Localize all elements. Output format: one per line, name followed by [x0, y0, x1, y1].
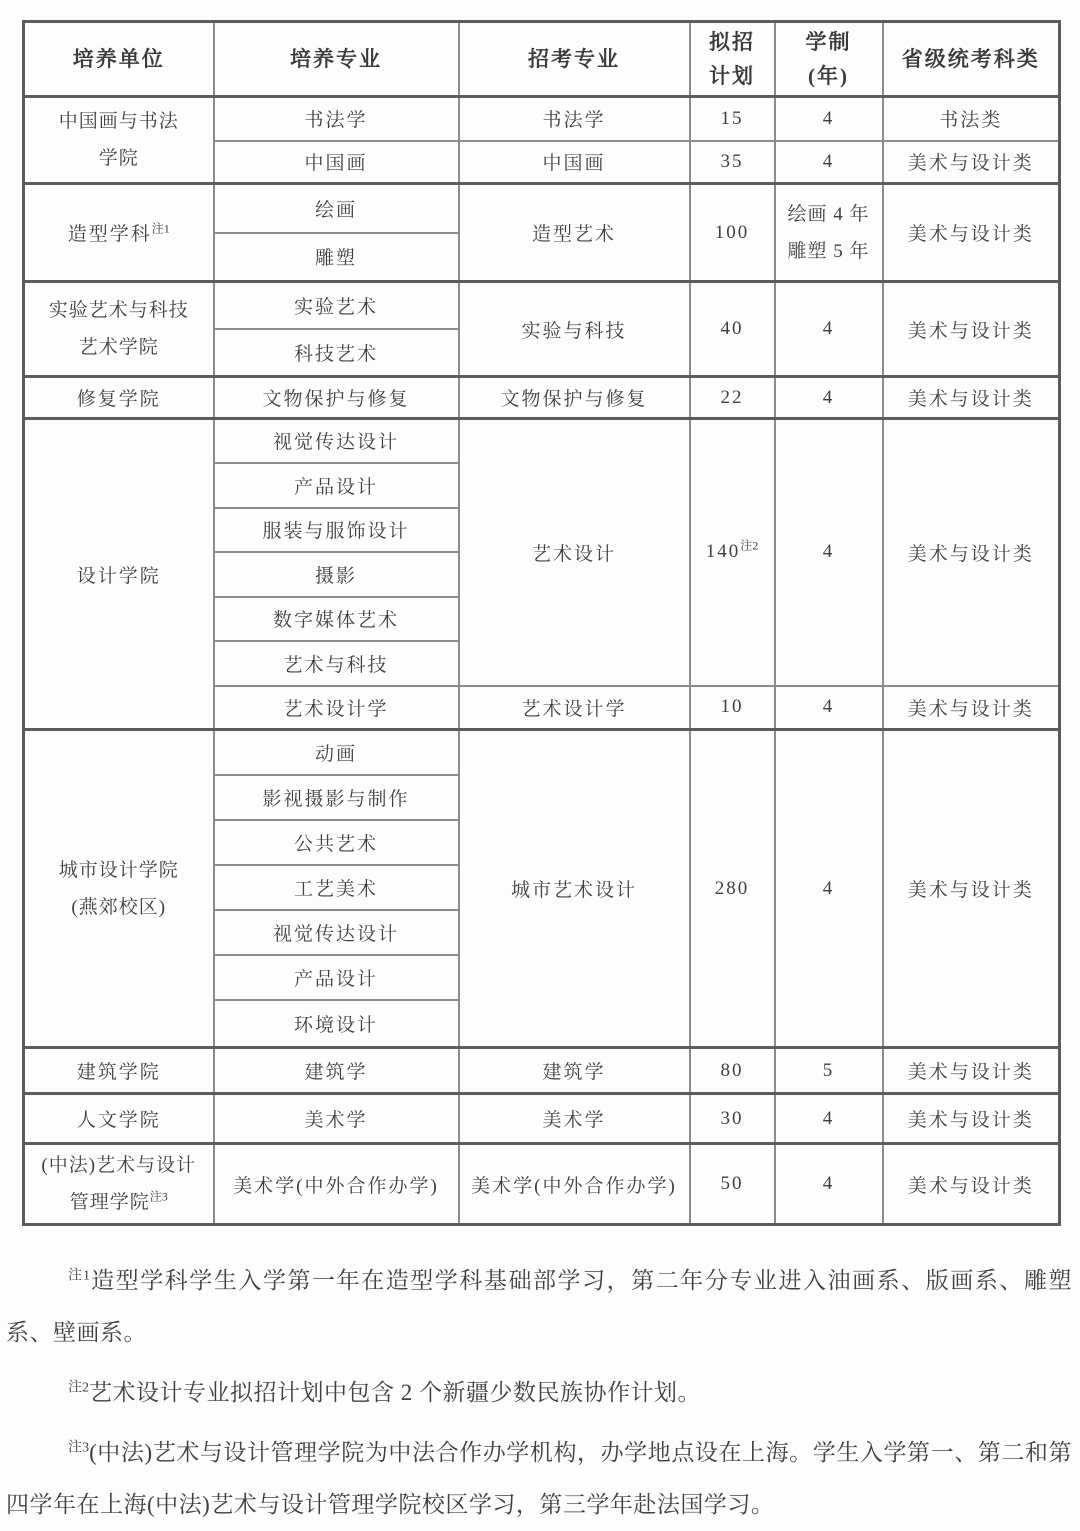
- cell-text: 美术与设计类: [907, 153, 1034, 175]
- cell-text: 艺术设计: [531, 543, 616, 565]
- cell-training-major: [214, 820, 459, 865]
- cell-duration: [775, 184, 883, 282]
- cell-plan: [690, 377, 775, 419]
- cell-text: 摄影: [314, 565, 357, 587]
- cell-duration: [775, 141, 883, 184]
- cell-training-major: [214, 552, 459, 597]
- cell-category: [883, 282, 1060, 377]
- cell-text: 美术与设计类: [907, 1110, 1034, 1131]
- table-row: [24, 97, 1060, 141]
- cell-line: [27, 292, 211, 329]
- cell-exam-major: [459, 282, 690, 377]
- cell-text: 建筑学: [304, 1062, 368, 1083]
- cell-unit: [24, 730, 214, 1048]
- cell-exam-major: [459, 377, 690, 419]
- cell-text: 美术学(中外合作办学): [471, 1175, 677, 1197]
- cell-text: 修复学院: [76, 389, 161, 410]
- table-row: [24, 377, 1060, 419]
- cell-plan: [690, 97, 775, 141]
- cell-training-major: [214, 1048, 459, 1094]
- cell-text: 10: [720, 696, 744, 718]
- cell-text: 280: [714, 877, 750, 899]
- footnote-2-text: 艺术设计专业拟招计划中包含 2 个新疆少数民族协作计划。: [89, 1380, 701, 1405]
- cell-text: 实验与科技: [521, 320, 627, 342]
- cell-exam-major: [459, 1048, 690, 1094]
- cell-text: 视觉传达设计: [272, 923, 399, 945]
- cell-unit: [24, 1094, 214, 1144]
- cell-text: 4: [822, 541, 835, 563]
- cell-text: 15: [720, 107, 744, 129]
- footnote-ref: 注2: [740, 538, 759, 553]
- cell-line: [27, 1147, 211, 1184]
- cell-text: 学院: [98, 148, 139, 169]
- cell-duration: [775, 686, 883, 730]
- cell-plan: [690, 1048, 775, 1094]
- cell-plan: [690, 141, 775, 184]
- cell-plan: [690, 184, 775, 282]
- cell-line: [778, 233, 880, 270]
- cell-text: 4: [822, 386, 835, 408]
- cell-text: 中国画: [542, 153, 606, 175]
- cell-category: [883, 1144, 1060, 1225]
- cell-text: 美术与设计类: [907, 1175, 1034, 1197]
- cell-text: 22: [720, 386, 744, 408]
- table-row: [24, 184, 1060, 233]
- cell-text: 书法学: [542, 110, 606, 132]
- cell-text: 100: [714, 221, 750, 243]
- cell-text: 建筑学院: [76, 1062, 161, 1083]
- header-line: 招考专业: [528, 47, 620, 71]
- cell-duration: [775, 377, 883, 419]
- cell-text: 雕塑 5 年: [787, 240, 870, 262]
- table-row: [24, 730, 1060, 775]
- header-line: 培养专业: [290, 47, 382, 71]
- cell-exam-major: [459, 730, 690, 1048]
- cell-line: [27, 889, 211, 926]
- header-line: 学制: [805, 30, 852, 54]
- footnote-1-marker: 注1: [68, 1268, 91, 1284]
- cell-text: 美术与设计类: [907, 543, 1034, 565]
- cell-category: [883, 1094, 1060, 1144]
- table-row: [24, 1048, 1060, 1094]
- cell-unit: [24, 184, 214, 282]
- cell-duration: [775, 97, 883, 141]
- cell-unit: [24, 419, 214, 730]
- table-row: [24, 1094, 1060, 1144]
- col-header-category: [883, 22, 1060, 97]
- cell-plan: [690, 419, 775, 686]
- col-header-duration: [775, 22, 883, 97]
- cell-text: 产品设计: [293, 476, 378, 498]
- cell-text: 公共艺术: [293, 833, 378, 855]
- col-header-unit: [24, 22, 214, 97]
- cell-text: 书法类: [939, 110, 1003, 132]
- header-line: (年): [808, 64, 849, 88]
- cell-text: 文物保护与修复: [262, 389, 410, 410]
- table-row: [24, 282, 1060, 329]
- cell-text: 美术与设计类: [907, 1062, 1034, 1083]
- cell-text: 城市设计学院: [58, 859, 179, 881]
- cell-text: 4: [822, 107, 835, 129]
- cell-text: 美术学: [542, 1110, 606, 1131]
- cell-text: 美术与设计类: [907, 320, 1034, 342]
- footnote-3-text: (中法)艺术与设计管理学院为中法合作办学机构，办学地点设在上海。学生入学第一、第二和第四学年在上海(中法)艺术与设计管理学院校区学习，第三学年赴法国学习。: [6, 1440, 1072, 1517]
- cell-training-major: [214, 97, 459, 141]
- cell-category: [883, 141, 1060, 184]
- header-row: [24, 22, 1060, 97]
- cell-text: 城市艺术设计: [510, 880, 637, 901]
- footnote-1: [6, 1255, 1072, 1359]
- cell-text: 实验艺术: [293, 296, 378, 318]
- cell-line: [27, 852, 211, 889]
- cell-text: 4: [822, 696, 835, 718]
- cell-category: [883, 1048, 1060, 1094]
- cell-training-major: [214, 730, 459, 775]
- cell-unit: [24, 1048, 214, 1094]
- header-line: 省级统考科类: [901, 47, 1040, 71]
- cell-training-major: [214, 955, 459, 1000]
- cell-text: 环境设计: [293, 1014, 378, 1036]
- cell-exam-major: [459, 184, 690, 282]
- cell-unit: [24, 282, 214, 377]
- cell-category: [883, 686, 1060, 730]
- cell-line: [27, 329, 211, 366]
- cell-training-major: [214, 463, 459, 508]
- footnote-3-marker: 注3: [68, 1440, 90, 1456]
- cell-duration: [775, 730, 883, 1048]
- cell-exam-major: [459, 1094, 690, 1144]
- footnote-2: [6, 1367, 1072, 1419]
- cell-text: 中国画与书法: [58, 111, 179, 132]
- cell-training-major: [214, 686, 459, 730]
- cell-plan: [690, 282, 775, 377]
- cell-text: 科技艺术: [293, 343, 378, 365]
- cell-text: (中法)艺术与设计: [41, 1155, 197, 1176]
- cell-text: 4: [822, 1173, 835, 1194]
- cell-category: [883, 377, 1060, 419]
- cell-text: 数字媒体艺术: [272, 610, 399, 631]
- cell-duration: [775, 1094, 883, 1144]
- cell-text: 建筑学: [542, 1062, 606, 1083]
- cell-text: 工艺美术: [293, 878, 378, 900]
- cell-text: 艺术与科技: [283, 654, 389, 676]
- cell-text: 4: [822, 1107, 835, 1129]
- cell-exam-major: [459, 419, 690, 686]
- col-header-plan: [690, 22, 775, 97]
- cell-text: 实验艺术与科技: [48, 300, 189, 321]
- cell-text: 影视摄影与制作: [262, 788, 410, 810]
- cell-plan: [690, 1094, 775, 1144]
- cell-duration: [775, 419, 883, 686]
- cell-text: 中国画: [304, 153, 368, 175]
- cell-duration: [775, 282, 883, 377]
- cell-text: 设计学院: [76, 565, 161, 587]
- cell-training-major: [214, 329, 459, 377]
- cell-unit: [24, 97, 214, 184]
- cell-training-major: [214, 419, 459, 463]
- cell-training-major: [214, 282, 459, 329]
- table-body: [24, 97, 1060, 1225]
- cell-training-major: [214, 1144, 459, 1225]
- cell-text: 美术与设计类: [907, 698, 1034, 720]
- cell-text: 产品设计: [293, 968, 378, 990]
- cell-exam-major: [459, 141, 690, 184]
- footnote-ref: 注1: [151, 221, 170, 236]
- cell-text: 绘画: [314, 199, 357, 221]
- cell-text: 动画: [314, 743, 357, 765]
- cell-text: 40: [720, 318, 744, 339]
- cell-unit: [24, 1144, 214, 1225]
- cell-training-major: [214, 233, 459, 282]
- cell-category: [883, 730, 1060, 1048]
- cell-category: [883, 97, 1060, 141]
- cell-category: [883, 184, 1060, 282]
- cell-text: 80: [720, 1059, 744, 1081]
- cell-training-major: [214, 1000, 459, 1048]
- cell-line: [27, 103, 211, 140]
- cell-plan: [690, 686, 775, 730]
- cell-duration: [775, 1144, 883, 1225]
- cell-exam-major: [459, 1144, 690, 1225]
- header-line: 计划: [709, 64, 755, 88]
- cell-text: 5: [822, 1059, 835, 1081]
- cell-text: (燕郊校区): [71, 896, 167, 918]
- cell-training-major: [214, 141, 459, 184]
- cell-training-major: [214, 597, 459, 641]
- cell-line: [778, 196, 880, 233]
- cell-text: 美术与设计类: [907, 224, 1034, 245]
- cell-line: [27, 140, 211, 177]
- footnote-2-marker: 注2: [68, 1380, 89, 1396]
- header-line: 培养单位: [72, 47, 165, 71]
- cell-training-major: [214, 184, 459, 233]
- cell-duration: [775, 1048, 883, 1094]
- cell-text: 造型艺术: [531, 224, 616, 245]
- cell-training-major: [214, 775, 459, 820]
- cell-text: 艺术设计学: [521, 698, 627, 720]
- footnote-3: [6, 1427, 1072, 1531]
- cell-text: 人文学院: [76, 1110, 161, 1131]
- cell-training-major: [214, 865, 459, 910]
- cell-text: 服装与服饰设计: [262, 521, 410, 542]
- cell-training-major: [214, 641, 459, 686]
- cell-plan: [690, 730, 775, 1048]
- cell-text: 美术与设计类: [907, 389, 1034, 410]
- cell-text: 50: [720, 1173, 744, 1194]
- cell-training-major: [214, 910, 459, 955]
- cell-text: 4: [822, 318, 835, 339]
- cell-text: 书法学: [304, 110, 368, 132]
- cell-text: 4: [822, 877, 835, 899]
- cell-exam-major: [459, 97, 690, 141]
- cell-text: 美术学: [304, 1110, 368, 1131]
- footnote-ref: 注3: [149, 1189, 168, 1204]
- cell-training-major: [214, 377, 459, 419]
- cell-text: 30: [720, 1107, 744, 1129]
- cell-text: 艺术设计学: [283, 698, 389, 720]
- cell-text: 造型学科: [67, 224, 152, 245]
- footnotes-section: [0, 1226, 1080, 1531]
- cell-text: 美术与设计类: [907, 880, 1034, 901]
- cell-text: 绘画 4 年: [787, 203, 870, 225]
- cell-text: 35: [720, 150, 744, 172]
- cell-category: [883, 419, 1060, 686]
- table-row: [24, 419, 1060, 463]
- cell-line: [27, 1184, 211, 1221]
- enrollment-table: [22, 20, 1061, 1226]
- table-row: [24, 1144, 1060, 1225]
- cell-text: 雕塑: [314, 248, 357, 270]
- header-line: 拟招: [709, 30, 755, 54]
- table-wrap: [0, 20, 1080, 1226]
- cell-unit: [24, 377, 214, 419]
- cell-plan: [690, 1144, 775, 1225]
- cell-training-major: [214, 508, 459, 552]
- cell-text: 美术学(中外合作办学): [233, 1175, 439, 1197]
- col-header-exam-major: [459, 22, 690, 97]
- cell-text: 4: [822, 150, 835, 172]
- cell-text: 艺术学院: [78, 337, 159, 358]
- cell-training-major: [214, 1094, 459, 1144]
- cell-text: 140: [705, 541, 741, 563]
- cell-exam-major: [459, 686, 690, 730]
- footnote-1-text: 造型学科学生入学第一年在造型学科基础部学习，第二年分专业进入油画系、版画系、雕塑系、壁画系。: [6, 1268, 1073, 1345]
- col-header-training-major: [214, 22, 459, 97]
- cell-text: 管理学院: [69, 1192, 150, 1213]
- cell-text: 文物保护与修复: [500, 389, 648, 410]
- cell-text: 视觉传达设计: [272, 432, 399, 454]
